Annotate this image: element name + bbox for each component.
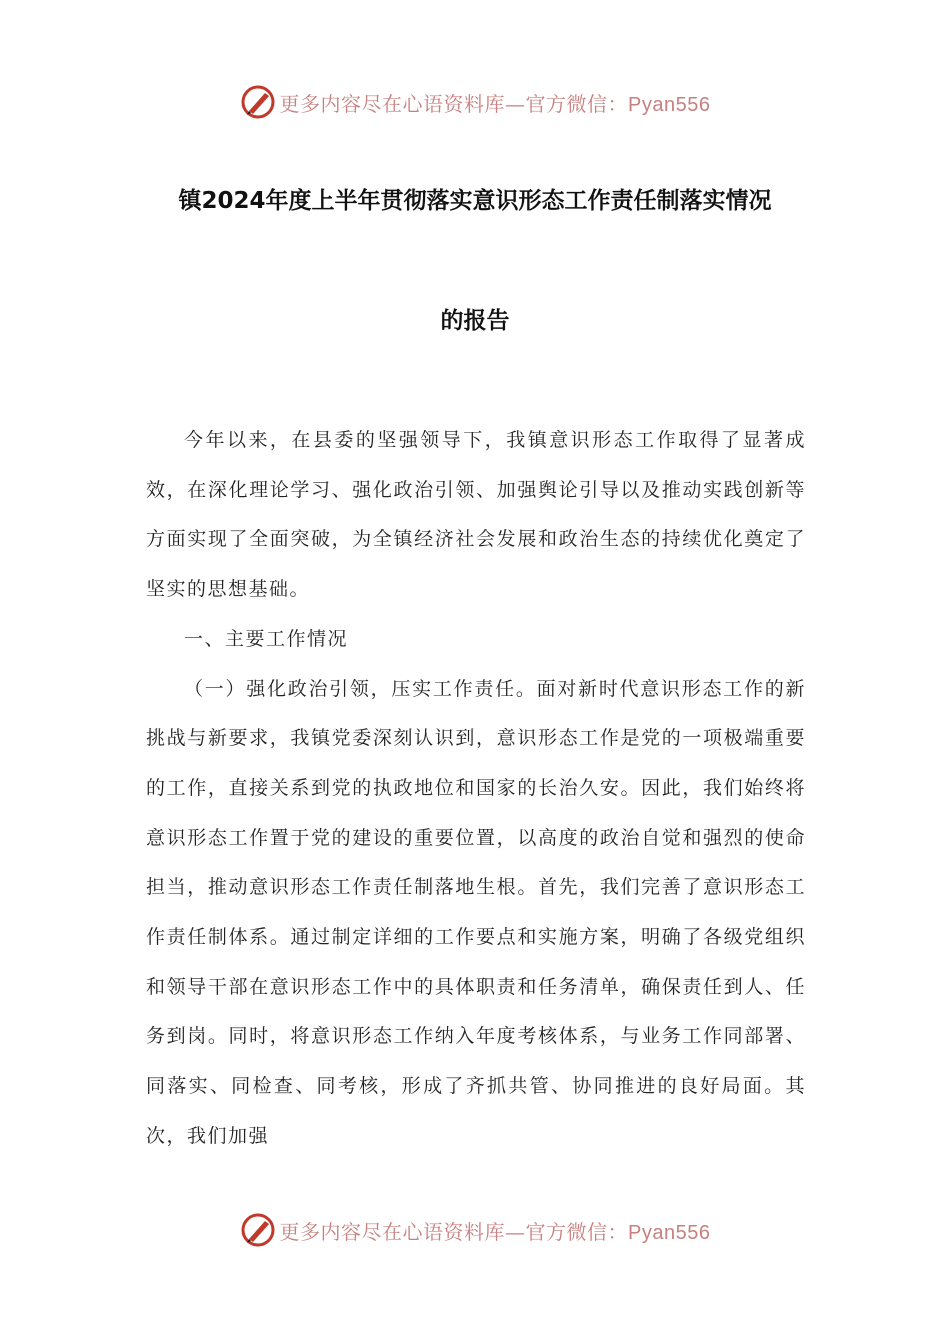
document-title-line1: 镇2024年度上半年贯彻落实意识形态工作责任制落实情况 xyxy=(178,188,772,214)
footer-banner xyxy=(0,1210,950,1250)
header-banner xyxy=(0,82,950,122)
banner-text: 更多内容尽在心语资料库—官方微信：Pyan556 xyxy=(279,1219,711,1244)
pen-logo-icon xyxy=(240,84,276,120)
section-heading: 一、主要工作情况 xyxy=(184,627,349,650)
intro-paragraph: 今年以来，在县委的坚强领导下，我镇意识形态工作取得了显著成效，在深化理论学习、强化政治引领、加强舆论引导以及推动实践创新等方面实现了全面突破，为全镇经济社会发展和政治生态的持续优化奠定了坚实的思想基础。 xyxy=(146,429,806,601)
banner-text: 更多内容尽在心语资料库—官方微信：Pyan556 xyxy=(279,91,711,116)
document-body xyxy=(146,416,806,1162)
body-paragraph: （一）强化政治引领，压实工作责任。面对新时代意识形态工作的新挑战与新要求，我镇党委深刻认识到，意识形态工作是党的一项极端重要的工作，直接关系到党的执政地位和国家的长治久安。因此，我们始终将意识形态工作置于党的建设的重要位置，以高度的政治自觉和强烈的使命担当，推动意识形态工作责任制落地生根。首先，我们完善了意识形态工作责任制体系。通过制定详细的工作要点和实施方案，明确了各级党组织和领导干部在意识形态工作中的具体职责和任务清单，确保责任到人、任务到岗。同时，将意识形态工作纳入年度考核体系，与业务工作同部署、同落实、同检查、同考核，形成了齐抓共管、协同推进的良好局面。其次，我们加强 xyxy=(146,677,806,1147)
document-title-line2: 的报告 xyxy=(440,308,510,334)
pen-logo-icon xyxy=(240,1212,276,1248)
